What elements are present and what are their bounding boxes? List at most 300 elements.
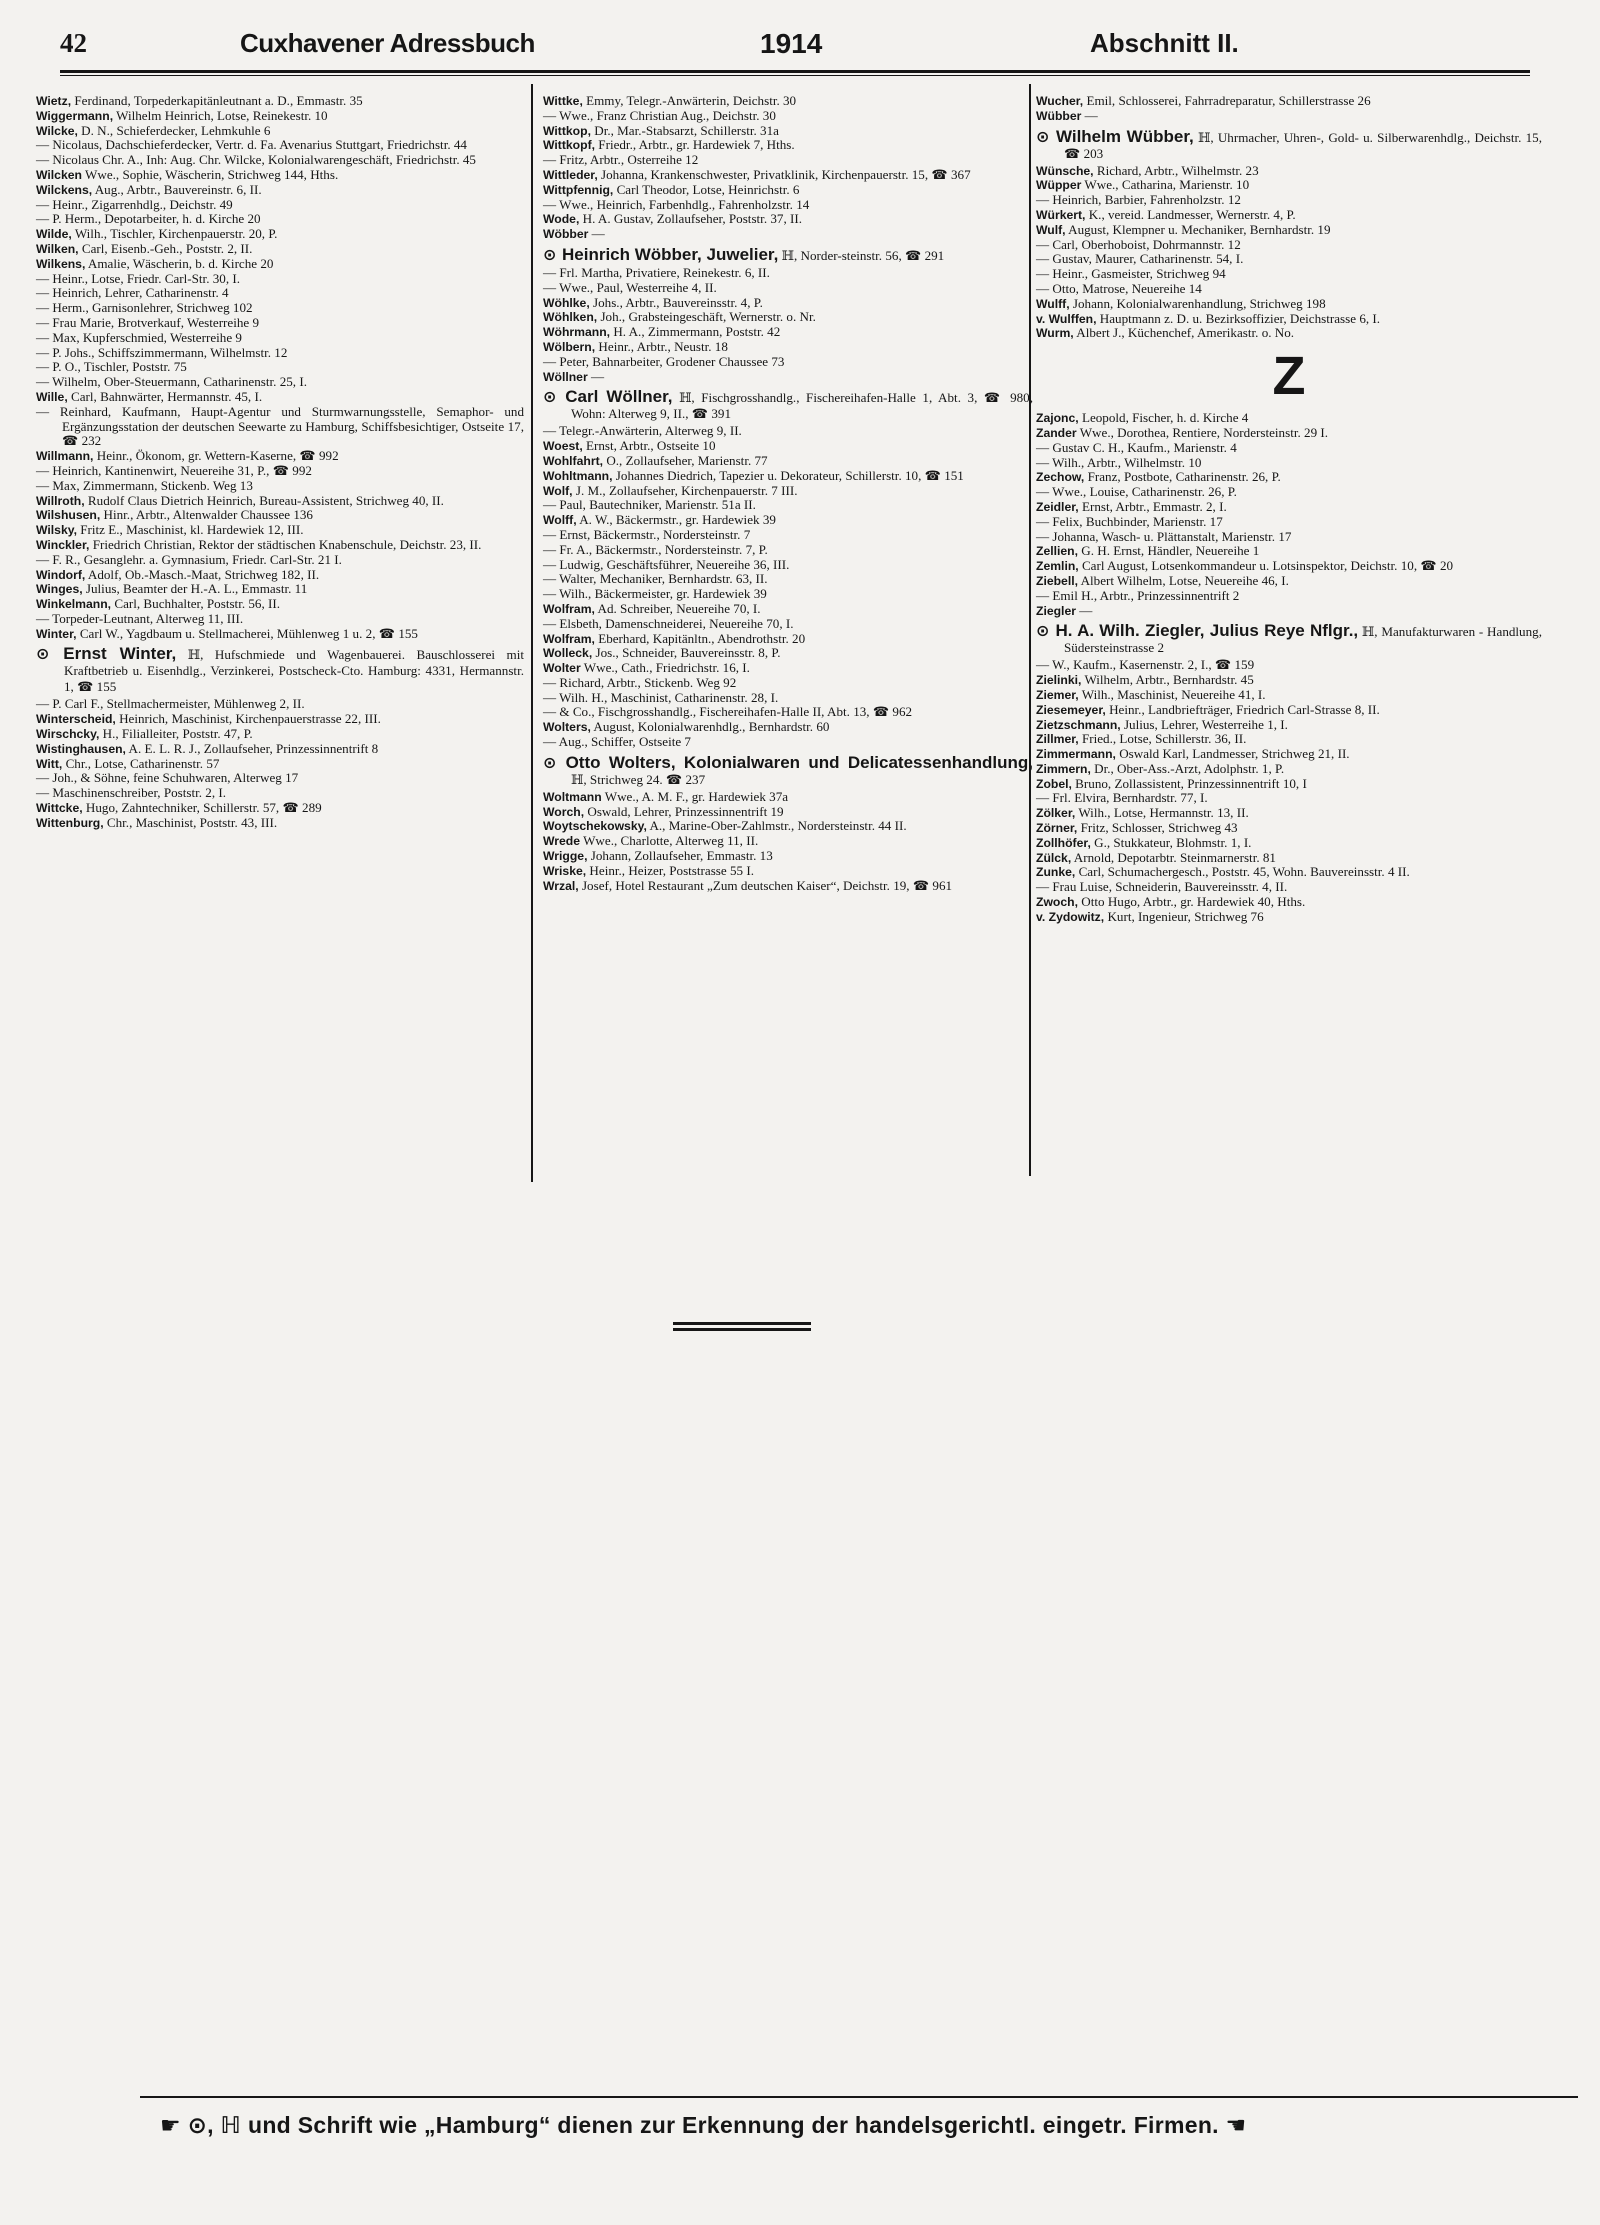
address-entry — [543, 864, 1033, 879]
entry-details: — Wilh., Bäckermeister, gr. Hardewiek 39 — [543, 586, 767, 602]
address-entry — [1036, 326, 1542, 341]
entry-name: Wilde, — [36, 227, 72, 242]
entry-name: Willmann, — [36, 449, 94, 464]
address-entry — [36, 816, 524, 831]
address-entry — [1036, 604, 1542, 619]
entry-details: Heinr., Landbriefträger, Friedrich Carl-Strasse 8, II. — [1109, 701, 1380, 717]
address-entry — [543, 138, 1033, 153]
entry-name: Zörner, — [1036, 821, 1078, 836]
entry-name: Wöllner — [543, 369, 588, 384]
entry-details: Johannes Diedrich, Tapezier u. Dekorateur, Schillerstr. 10, ☎ 151 — [615, 467, 964, 483]
address-entry — [543, 484, 1033, 499]
entry-details: G. H. Ernst, Händler, Neuereihe 1 — [1081, 543, 1260, 559]
registered-firm-icon: ⊙ — [543, 387, 566, 407]
entry-details: — Gustav C. H., Kaufm., Marienstr. 4 — [1036, 439, 1237, 455]
address-entry — [1036, 688, 1542, 703]
entry-name: Zechow, — [1036, 470, 1085, 485]
address-entry — [543, 849, 1033, 864]
entry-name: Wulf, — [1036, 222, 1066, 237]
entry-details: — P. Herm., Depotarbeiter, h. d. Kirche 20 — [36, 211, 261, 227]
address-entry — [1036, 208, 1542, 223]
entry-details: — Wilh. H., Maschinist, Catharinenstr. 28, I. — [543, 689, 779, 705]
address-entry — [543, 153, 1033, 168]
entry-name: Wietz, — [36, 94, 72, 108]
entry-name: Witt, — [36, 756, 63, 771]
entry-name: Wilcken — [36, 167, 82, 182]
address-entry — [36, 479, 524, 494]
entry-details: H., Filialleiter, Poststr. 47, P. — [102, 726, 253, 742]
entry-details: ℍ, Strichweg 24. ☎ 237 — [571, 771, 706, 787]
entry-name: Wöhlke, — [543, 295, 590, 310]
entry-name: Wulff, — [1036, 296, 1070, 311]
entry-name: Wolfram, — [543, 601, 595, 616]
entry-name: Worch, — [543, 804, 585, 819]
address-entry — [1036, 806, 1542, 821]
entry-details: — Reinhard, Kaufmann, Haupt-Agentur und Sturmwarnungsstelle, Semaphor- und Ergänzungsstation der deutschen Seewarte zu Hamburg, Schiffsbesichtiger, Ostseite 17, ☎ 232 — [36, 403, 524, 449]
entry-name: Woytschekowsky, — [543, 819, 647, 834]
address-entry — [543, 720, 1033, 735]
entry-details: — Heinrich, Lehrer, Catharinenstr. 4 — [36, 285, 229, 301]
address-entry — [1036, 559, 1542, 574]
firm-entry — [543, 752, 1034, 788]
entry-details: Kurt, Ingenieur, Strichweg 76 — [1107, 908, 1264, 924]
entry-details: Jos., Schneider, Bauvereinsstr. 8, P. — [595, 645, 781, 661]
entry-name: Otto Wolters, Kolonialwaren und Delicatessenhandlung, — [565, 752, 1034, 772]
entry-details: Bruno, Zollassistent, Prinzessinnentrift 10, I — [1075, 775, 1307, 791]
address-entry — [1036, 791, 1542, 806]
entry-name: Zölker, — [1036, 806, 1076, 821]
entry-details: Aug., Arbtr., Bauvereinstr. 6, II. — [94, 181, 262, 197]
entry-details: Wilh., Maschinist, Neuereihe 41, I. — [1081, 686, 1266, 702]
address-entry — [36, 272, 524, 287]
entry-details: Dr., Ober-Ass.-Arzt, Adolphstr. 1, P. — [1094, 760, 1285, 776]
entry-details: Wilhelm Heinrich, Lotse, Reinekestr. 10 — [116, 107, 328, 123]
entry-name: Wittkopf, — [543, 138, 596, 153]
address-entry — [1036, 238, 1542, 253]
entry-details: — — [591, 226, 605, 242]
entry-details: — Frau Marie, Brotverkauf, Westerreihe 9 — [36, 314, 260, 330]
entry-name: Woest, — [543, 439, 583, 454]
page-number: 42 — [60, 28, 87, 58]
entry-details: Carl, Bahnwärter, Hermannstr. 45, I. — [71, 388, 263, 404]
entry-details: Oswald Karl, Landmesser, Strichweg 21, II. — [1119, 746, 1350, 762]
entry-details: Josef, Hotel Restaurant „Zum deutschen Kaiser“, Deichstr. 19, ☎ 961 — [581, 877, 953, 893]
address-entry — [36, 508, 524, 523]
entry-details: A., Marine-Ober-Zahlmstr., Nordersteinstr. 44 II. — [649, 818, 907, 834]
entry-name: Wilkens, — [36, 256, 86, 271]
address-entry — [1036, 880, 1542, 895]
entry-details: Wilhelm, Arbtr., Bernhardstr. 45 — [1084, 672, 1254, 688]
address-entry — [543, 212, 1033, 227]
entry-details: Johann, Zollaufseher, Emmastr. 13 — [590, 848, 773, 864]
entry-details: — Max, Kupferschmied, Westerreihe 9 — [36, 329, 242, 345]
header-rule-top — [60, 70, 1530, 73]
address-entry — [543, 587, 1033, 602]
entry-name: Wittke, — [543, 94, 583, 108]
entry-details: ℍ, Norder-steinstr. 56, ☎ 291 — [781, 247, 945, 263]
address-entry — [543, 198, 1033, 213]
entry-name: Wöhlken, — [543, 310, 598, 325]
entry-details: — Frl. Elvira, Bernhardstr. 77, I. — [1036, 790, 1208, 806]
entry-details: J. M., Zollaufseher, Kirchenpauerstr. 7 III. — [575, 482, 798, 498]
address-entry — [36, 124, 524, 139]
address-entry — [1036, 178, 1542, 193]
entry-details: — Emil H., Arbtr., Prinzessinnentrift 2 — [1036, 587, 1240, 603]
address-entry — [36, 553, 524, 568]
entry-name: Wilhelm Wübber, — [1055, 126, 1194, 146]
entry-details: — Wwe., Louise, Catharinenstr. 26, P. — [1036, 484, 1237, 500]
address-entry — [36, 538, 524, 553]
entry-name: Ziegler — [1036, 603, 1076, 618]
address-entry — [543, 325, 1033, 340]
address-entry — [543, 528, 1033, 543]
section-title: Abschnitt II. — [1090, 28, 1239, 58]
entry-details: — Fritz, Arbtr., Osterreihe 12 — [543, 152, 699, 168]
entry-details: — Telegr.-Anwärterin, Alterweg 9, II. — [543, 423, 742, 439]
address-entry — [543, 310, 1033, 325]
entry-details: ℍ, Uhrmacher, Uhren-, Gold- u. Silberwarenhdlg., Deichstr. 15, ☎ 203 — [1064, 129, 1543, 161]
entry-name: Wurm, — [1036, 326, 1074, 341]
entry-details: Eberhard, Kapitänltn., Abendrothstr. 20 — [598, 630, 806, 646]
registered-firm-icon: ⊙ — [543, 244, 562, 264]
address-entry — [36, 360, 524, 375]
entry-details: Johs., Arbtr., Bauvereinsstr. 4, P. — [593, 294, 763, 310]
entry-details: Ferdinand, Torpederkapitänleutnant a. D., Emmastr. 35 — [74, 93, 363, 108]
entry-details: Johann, Kolonialwarenhandlung, Strichweg 198 — [1072, 295, 1326, 311]
address-entry — [543, 572, 1033, 587]
entry-details: K., vereid. Landmesser, Wernerstr. 4, P. — [1088, 206, 1296, 222]
address-entry — [36, 331, 524, 346]
address-entry — [1036, 732, 1542, 747]
entry-details: Friedrich Christian, Rektor der städtischen Knabenschule, Deichstr. 23, II. — [92, 536, 482, 552]
entry-details: — Johanna, Wasch- u. Plättanstalt, Marienstr. 17 — [1036, 528, 1292, 544]
entry-name: Ziemer, — [1036, 687, 1079, 702]
entry-name: Wolter — [543, 661, 581, 676]
address-entry — [543, 790, 1033, 805]
address-entry — [1036, 777, 1542, 792]
address-entry — [543, 632, 1033, 647]
entry-details: — Frl. Martha, Privatiere, Reinekestr. 6, II. — [543, 264, 770, 280]
entry-details: — Peter, Bahnarbeiter, Grodener Chaussee 73 — [543, 353, 785, 369]
address-entry — [1036, 456, 1542, 471]
entry-details: H. A., Zimmermann, Poststr. 42 — [613, 324, 781, 340]
entry-details: Wwe., A. M. F., gr. Hardewiek 37a — [604, 788, 789, 804]
entry-details: — Max, Zimmermann, Stickenb. Weg 13 — [36, 477, 253, 493]
section-end-rule-2 — [673, 1328, 811, 1331]
entry-name: Zillmer, — [1036, 732, 1079, 747]
address-entry — [543, 168, 1033, 183]
address-entry — [543, 227, 1033, 242]
entry-details: Otto Hugo, Arbtr., gr. Hardewiek 40, Hths. — [1081, 894, 1306, 910]
entry-details: Fritz E., Maschinist, kl. Hardewiek 12, III. — [80, 522, 304, 538]
address-entry — [36, 727, 524, 742]
entry-details: ℍ, Hufschmiede und Wagenbauerei. Bauschlosserei mit Kraftbetrieb u. Eisenhdlg., Verzinkerei, Postscheck-Cto. Hamburg: 4331, Hermannstr. 1, ☎ 155 — [64, 647, 525, 695]
entry-details: — Maschinenschreiber, Poststr. 2, I. — [36, 785, 227, 801]
entry-details: Julius, Beamter der H.-A. L., Emmastr. 11 — [85, 581, 308, 597]
registered-firm-icon: ⊙ — [1036, 126, 1056, 146]
entry-name: Winges, — [36, 582, 83, 597]
address-entry — [543, 109, 1033, 124]
entry-details: — Heinrich, Kantinenwirt, Neuereihe 31, P., ☎ 992 — [36, 462, 312, 478]
entry-details: Arnold, Depotarbtr. Steinmarnerstr. 81 — [1073, 849, 1276, 865]
address-entry — [36, 627, 524, 642]
entry-details: Carl Theodor, Lotse, Heinrichstr. 6 — [616, 181, 800, 197]
address-entry — [36, 183, 524, 198]
address-entry — [543, 439, 1033, 454]
address-entry — [1036, 703, 1542, 718]
entry-name: Zobel, — [1036, 776, 1072, 791]
address-entry — [543, 355, 1033, 370]
entries-column-1 — [36, 94, 524, 831]
address-entry — [543, 558, 1033, 573]
entry-details: G., Stukkateur, Blohmstr. 1, I. — [1094, 834, 1252, 850]
address-entry — [36, 198, 524, 213]
entry-details: — Gustav, Maurer, Catharinenstr. 54, I. — [1036, 251, 1244, 267]
entry-details: Ernst, Arbtr., Ostseite 10 — [586, 438, 716, 454]
entry-name: Windorf, — [36, 567, 86, 582]
entry-details: — — [590, 368, 605, 384]
address-entry — [543, 602, 1033, 617]
entry-details: Johanna, Krankenschwester, Privatklinik, Kirchenpauerstr. 15, ☎ 367 — [601, 166, 971, 182]
address-entry — [36, 316, 524, 331]
entry-name: Wille, — [36, 389, 68, 404]
entry-details: Wwe., Catharina, Marienstr. 10 — [1084, 177, 1250, 193]
header-rule-bottom — [60, 75, 1530, 76]
entry-details: Wwe., Cath., Friedrichstr. 16, I. — [583, 660, 750, 676]
entry-details: A. W., Bäckermstr., gr. Hardewiek 39 — [579, 512, 776, 528]
entry-name: Zietzschmann, — [1036, 717, 1121, 732]
address-entry — [36, 449, 524, 464]
entry-name: Wilshusen, — [36, 508, 101, 523]
address-entry — [36, 390, 524, 405]
address-entry — [36, 464, 524, 479]
address-entry — [1036, 441, 1542, 456]
entry-details: Emmy, Telegr.-Anwärterin, Deichstr. 30 — [586, 93, 797, 108]
entry-details: — Heinr., Zigarrenhdlg., Deichstr. 49 — [36, 196, 233, 212]
address-entry — [1036, 312, 1542, 327]
entry-name: Ernst Winter, — [63, 644, 177, 664]
address-entry — [543, 266, 1033, 281]
address-entry — [543, 513, 1033, 528]
entry-name: Winter, — [36, 626, 77, 641]
entry-details: — & Co., Fischgrosshandlg., Fischereihafen-Halle II, Abt. 13, ☎ 962 — [543, 704, 913, 720]
entry-details: Emil, Schlosserei, Fahrradreparatur, Schillerstrasse 26 — [1086, 93, 1371, 108]
entry-details: — Heinr., Gasmeister, Strichweg 94 — [1036, 266, 1226, 282]
address-entry — [543, 879, 1033, 894]
entry-details: August, Klempner u. Mechaniker, Bernhardstr. 19 — [1068, 221, 1331, 237]
entry-name: Heinrich Wöbber, Juwelier, — [561, 244, 779, 264]
address-entry — [36, 257, 524, 272]
entry-details: Oswald, Lehrer, Prinzessinnentrift 19 — [587, 803, 784, 819]
address-entry — [36, 227, 524, 242]
address-entry — [543, 94, 1033, 109]
entry-name: Zemlin, — [1036, 559, 1079, 574]
address-entry — [543, 805, 1033, 820]
entry-details: — Walter, Mechaniker, Bernhardstr. 63, II. — [543, 571, 768, 587]
address-entry — [1036, 544, 1542, 559]
address-entry — [1036, 500, 1542, 515]
entry-details: — Nicolaus Chr. A., Inh: Aug. Chr. Wilcke, Kolonialwarengeschäft, Friedrichstr. 45 — [36, 152, 476, 168]
address-entry — [36, 109, 524, 124]
address-entry — [543, 183, 1033, 198]
address-entry — [1036, 164, 1542, 179]
entry-name: Zander — [1036, 425, 1077, 440]
entry-name: Zollhöfer, — [1036, 835, 1091, 850]
address-entry — [1036, 762, 1542, 777]
entry-details: Carl, Eisenb.-Geh., Poststr. 2, II. — [81, 240, 253, 256]
entry-name: Wolff, — [543, 513, 577, 528]
entry-details: Wilh., Tischler, Kirchenpauerstr. 20, P. — [74, 226, 278, 242]
address-entry — [543, 370, 1033, 385]
address-entry — [36, 786, 524, 801]
entry-name: Zunke, — [1036, 865, 1076, 880]
entry-details: Carl August, Lotsenkommandeur u. Lotsinspektor, Deichstr. 10, ☎ 20 — [1081, 558, 1454, 574]
entry-name: Wolfram, — [543, 631, 595, 646]
address-entry — [1036, 865, 1542, 880]
address-entry — [1036, 515, 1542, 530]
entry-details: — Wilhelm, Ober-Steuermann, Catharinenstr. 25, I. — [36, 374, 307, 390]
section-letter: Z — [1272, 346, 1306, 407]
year: 1914 — [760, 28, 823, 59]
entry-details: — Richard, Arbtr., Stickenb. Weg 92 — [543, 674, 737, 690]
registered-firm-icon: ⊙ — [1036, 621, 1056, 641]
entry-name: Wiggermann, — [36, 108, 114, 123]
address-entry — [36, 153, 524, 168]
address-entry — [1036, 282, 1542, 297]
address-entry — [543, 543, 1033, 558]
entry-name: Wilcke, — [36, 123, 78, 138]
address-entry — [543, 646, 1033, 661]
address-entry — [36, 375, 524, 390]
entry-details: Hinr., Arbtr., Altenwalder Chaussee 136 — [103, 507, 313, 523]
address-entry — [1036, 193, 1542, 208]
address-entry — [36, 301, 524, 316]
address-entry — [1036, 821, 1542, 836]
entry-name: Woltmann — [543, 789, 602, 804]
entry-name: Winterscheid, — [36, 712, 116, 727]
entry-details: A. E. L. R. J., Zollaufseher, Prinzessinnentrift 8 — [128, 740, 379, 756]
entry-name: Wünsche, — [1036, 163, 1094, 178]
registered-firm-icon: ⊙ — [543, 752, 566, 772]
entry-name: Wilsky, — [36, 523, 77, 538]
entry-details: Wilh., Lotse, Hermannstr. 13, II. — [1078, 805, 1249, 821]
entry-name: Zimmern, — [1036, 761, 1091, 776]
entry-name: Wilken, — [36, 241, 79, 256]
address-entry — [36, 712, 524, 727]
entry-details: — Wilh., Arbtr., Wilhelmstr. 10 — [1036, 454, 1202, 470]
address-entry — [1036, 910, 1542, 925]
entry-name: Winckler, — [36, 537, 90, 552]
address-entry — [36, 405, 524, 449]
entry-details: Wwe., Charlotte, Alterweg 11, II. — [583, 833, 759, 849]
entry-details: — Carl, Oberhoboist, Dohrmannstr. 12 — [1036, 236, 1241, 252]
entry-details: Leopold, Fischer, h. d. Kirche 4 — [1081, 410, 1249, 426]
entry-name: Wöbber — [543, 227, 589, 242]
entry-details: — Elsbeth, Damenschneiderei, Neuereihe 70, I. — [543, 615, 794, 631]
entry-details: Amalie, Wäscherin, b. d. Kirche 20 — [87, 255, 274, 271]
entry-details: — W., Kaufm., Kasernenstr. 2, I., ☎ 159 — [1036, 657, 1255, 673]
address-entry — [543, 296, 1033, 311]
address-entry — [543, 340, 1033, 355]
entry-details: Carl, Buchhalter, Poststr. 56, II. — [114, 596, 281, 612]
address-entry — [1036, 485, 1542, 500]
entry-details: Wwe., Dorothea, Rentiere, Nordersteinstr. 29 I. — [1079, 424, 1329, 440]
entry-details: Heinr., Heizer, Poststrasse 55 I. — [589, 862, 754, 878]
address-entry — [1036, 574, 1542, 589]
column-divider-1 — [531, 84, 533, 1182]
entry-details: Adolf, Ob.-Masch.-Maat, Strichweg 182, II. — [87, 566, 320, 582]
entry-details: — P. Johs., Schiffszimmermann, Wilhelmstr. 12 — [36, 344, 288, 360]
address-entry — [1036, 895, 1542, 910]
entry-details: — Nicolaus, Dachschieferdecker, Vertr. d. Fa. Avenarius Stuttgart, Friedrichstr. 44 — [36, 137, 467, 153]
entry-name: Zeidler, — [1036, 499, 1079, 514]
entry-details: — Joh., & Söhne, feine Schuhwaren, Alterweg 17 — [36, 770, 299, 786]
entry-name: Zellien, — [1036, 544, 1078, 559]
footer-note: ☛ ⊙, ℍ und Schrift wie „Hamburg“ dienen zur Erkennung der handelsgerichtl. eingetr. Firmen. ☚ — [160, 2112, 1247, 2138]
section-end-rule-1 — [673, 1322, 811, 1325]
address-entry — [36, 346, 524, 361]
entry-details: — P. Carl F., Stellmachermeister, Mühlenweg 2, II. — [36, 696, 305, 712]
entry-name: Willroth, — [36, 493, 85, 508]
address-entry — [36, 494, 524, 509]
entry-details: — Aug., Schiffer, Ostseite 7 — [543, 734, 691, 750]
entry-details: Franz, Postbote, Catharinenstr. 26, P. — [1087, 469, 1281, 485]
address-entry — [36, 582, 524, 597]
address-entry — [36, 94, 524, 109]
entry-details: Rudolf Claus Dietrich Heinrich, Bureau-Assistent, Strichweg 40, II. — [87, 492, 444, 508]
entry-name: Wistinghausen, — [36, 741, 126, 756]
address-entry — [1036, 267, 1542, 282]
entry-details: Ernst, Arbtr., Emmastr. 2, I. — [1081, 498, 1227, 514]
entry-details: ℍ, Fischgrosshandlg., Fischereihafen-Halle 1, Abt. 3, ☎ 980, Wohn: Alterweg 9, II., ☎ 391 — [571, 390, 1033, 422]
address-entry — [1036, 470, 1542, 485]
entry-name: Wriske, — [543, 863, 587, 878]
firm-entry — [1036, 126, 1543, 162]
address-entry — [543, 834, 1033, 849]
entry-details: — Torpeder-Leutnant, Alterweg 11, III. — [36, 610, 244, 626]
entry-details: Richard, Arbtr., Wilhelmstr. 23 — [1096, 162, 1259, 178]
entry-name: H. A. Wilh. Ziegler, Julius Reye Nflgr., — [1055, 621, 1359, 641]
entry-details: — — [1079, 602, 1093, 618]
entry-name: v. Wulffen, — [1036, 311, 1097, 326]
address-entry — [36, 612, 524, 627]
address-entry — [1036, 530, 1542, 545]
entry-name: Wittenburg, — [36, 815, 104, 830]
entry-details: Wwe., Sophie, Wäscherin, Strichweg 144, Hths. — [85, 166, 339, 182]
address-entry — [36, 597, 524, 612]
address-entry — [543, 498, 1033, 513]
entry-details: D. N., Schieferdecker, Lehmkuhle 6 — [81, 122, 271, 138]
entry-name: Wode, — [543, 212, 580, 227]
entry-details: — Heinrich, Barbier, Fahrenholzstr. 12 — [1036, 192, 1241, 208]
entry-details: H. A. Gustav, Zollaufseher, Poststr. 37, II. — [582, 211, 803, 227]
entry-name: Wucher, — [1036, 94, 1084, 108]
registered-firm-icon: ⊙ — [36, 644, 64, 664]
address-entry — [1036, 836, 1542, 851]
address-entry — [36, 801, 524, 816]
address-entry — [543, 705, 1033, 720]
entries-column-2 — [543, 94, 1033, 893]
entry-details: — — [1084, 107, 1098, 123]
firm-entry — [36, 646, 524, 695]
entry-details: — Heinr., Lotse, Friedr. Carl-Str. 30, I. — [36, 270, 241, 286]
address-entry — [1036, 747, 1542, 762]
entry-details: — Frau Luise, Schneiderin, Bauvereinsstr. 4, II. — [1036, 879, 1288, 895]
page-header — [60, 28, 1530, 66]
entry-name: Wittcke, — [36, 801, 83, 816]
entry-name: Ziebell, — [1036, 573, 1078, 588]
entries-column-3 — [1036, 94, 1542, 925]
